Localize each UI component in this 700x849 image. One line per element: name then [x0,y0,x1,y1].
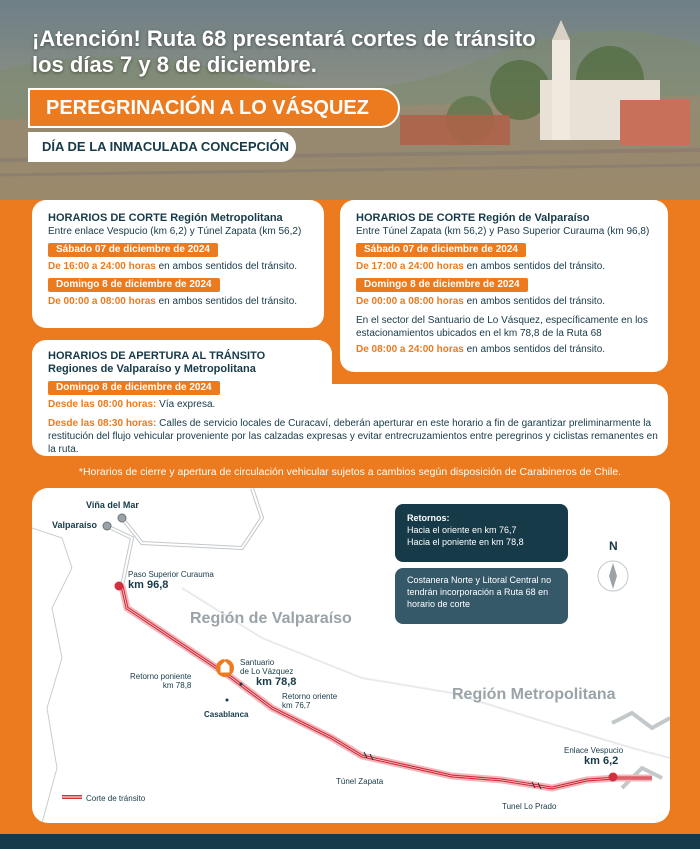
hours-note: en ambos sentidos del tránsito. [155,296,298,307]
hours-note: en ambos sentidos del tránsito. [463,261,606,272]
card-title: HORARIOS DE CORTE Región Metropolitana [48,212,283,224]
hours-note: en ambos sentidos del tránsito. [463,296,606,307]
card-subtitle: Regiones de Valparaíso y Metropolitana [48,363,256,375]
card-title: HORARIOS DE APERTURA AL TRÁNSITO [48,350,266,362]
retornos-title: Retornos: [407,513,450,523]
label-tunel-zapata: Túnel Zapata [336,777,384,786]
date-badge: Sábado 07 de diciembre de 2024 [356,243,526,257]
date-badge: Domingo 8 de diciembre de 2024 [48,278,220,292]
coastline [32,528,72,823]
retornos-line: Hacia el oriente en km 76,7 [407,525,517,535]
map-svg [32,488,670,823]
road-coast [122,488,262,548]
banner-title: PEREGRINACIÓN A LO VÁSQUEZ [28,88,400,128]
valparaiso-marker [103,522,111,530]
route-map [32,488,670,823]
km-curauma: km 96,8 [128,579,169,591]
label-valparaiso: Valparaíso [52,520,98,530]
compass-icon [598,561,628,591]
hours-note: en ambos sentidos del tránsito. [463,344,606,355]
vespucio-marker [609,773,618,782]
costanera-text: Costanera Norte y Litoral Central no tendrán incorporación a Ruta 68 en horario de corte [407,575,552,609]
headline-line-1: ¡Atención! Ruta 68 presentará cortes de tránsito [32,26,536,51]
legend-label: Corte de tránsito [86,794,146,803]
km-santuario: km 78,8 [256,676,297,688]
retornos-box [395,504,568,562]
hours-note: Calles de servicio locales de Curacaví, deberán aperturar en este horario a fin de garantizar preliminarmente la restitución del flujo vehicular proveniente por las calzadas expresas y evitar entrecruzamientos entre peregrinos y ciclistas remanentes en la ruta. [48,418,658,455]
banner-subtitle: DÍA DE LA INMACULADA CONCEPCIÓN [28,132,296,162]
label-vespucio: Enlace Vespucio [564,746,624,755]
road-coast-inner [122,488,262,548]
card-metropolitana [32,200,324,328]
north-label: N [609,539,618,553]
label-retorno-poniente: Retorno poniente km 78,8 [130,672,192,690]
curauma-marker [115,582,124,591]
hours: De 17:00 a 24:00 horas [356,261,464,272]
date-badge: Sábado 07 de diciembre de 2024 [48,243,218,257]
hours-note: Vía expresa. [156,399,216,410]
hours: De 16:00 a 24:00 horas [48,261,156,272]
hours: Desde las 08:30 horas: [48,418,157,429]
label-casablanca: Casablanca [204,710,249,719]
hours: De 08:00 a 24:00 horas [356,344,464,355]
retornos-line: Hacia el poniente en km 78,8 [407,537,524,547]
casablanca-dot [226,699,229,702]
region-metropolitana: Región Metropolitana [452,686,616,703]
label-retorno-oriente: Retorno oriente km 76,7 [282,692,338,710]
card-subtitle: Entre Túnel Zapata (km 56,2) y Paso Superior Curauma (km 96,8) [356,226,650,237]
label-curauma: Paso Superior Curauma [128,570,214,579]
card-subtitle: Entre enlace Vespucio (km 6,2) y Túnel Zapata (km 56,2) [48,226,302,237]
headline-line-2: los días 7 y 8 de diciembre. [32,52,317,77]
headline [32,26,552,78]
hours-note: en ambos sentidos del tránsito. [155,261,298,272]
disclaimer-note: *Horarios de cierre y apertura de circulación vehicular sujetos a cambios según disposición de Carabineros de Chile. [78,466,622,478]
date-badge: Domingo 8 de diciembre de 2024 [48,381,220,395]
km-vespucio: km 6,2 [584,755,619,767]
region-valparaiso: Región de Valparaíso [190,610,352,627]
footer-bar [0,834,700,849]
costanera-box [395,568,568,624]
vina-marker [118,514,126,522]
apertura-content [48,350,658,456]
card-valparaiso [340,200,668,372]
retorno-dot [240,683,243,686]
hours: De 00:00 a 08:00 horas [48,296,156,307]
label-santuario: Santuario de Lo Vázquez [240,658,294,676]
date-badge: Domingo 8 de diciembre de 2024 [356,278,528,292]
hours: De 00:00 a 08:00 horas [356,296,464,307]
card-title: HORARIOS DE CORTE Región de Valparaíso [356,212,590,224]
label-tunel-prado: Tunel Lo Prado [502,802,557,811]
hours: Desde las 08:00 horas: [48,399,157,410]
sector-note: En el sector del Santuario de Lo Vásquez, específicamente en los estacionamientos ubicados en el km 78,8 de la Ruta 68 [356,315,648,339]
label-vina: Viña del Mar [86,500,139,510]
